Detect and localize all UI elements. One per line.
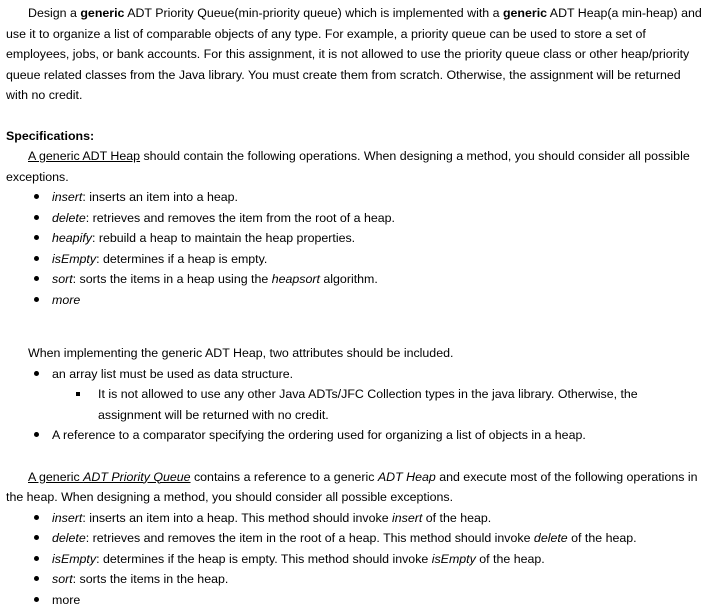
bullet-icon — [31, 508, 41, 529]
bullet-icon — [31, 569, 41, 590]
op-name: heapify — [52, 231, 92, 245]
op-tail: of the heap. — [422, 511, 491, 525]
attr-text: A reference to a comparator specifying the ordering used for organizing a list of objects in a heap. — [52, 428, 586, 442]
list-item — [6, 508, 702, 529]
op-emphasis: delete — [534, 531, 568, 545]
bullet-icon — [31, 249, 41, 270]
attributes-list — [6, 364, 702, 446]
specifications-heading: Specifications: — [6, 126, 702, 147]
op-name: sort — [52, 572, 73, 586]
bullet-icon — [31, 269, 41, 290]
op-name: more — [52, 293, 80, 307]
bullet-icon — [31, 364, 41, 385]
op-tail: algorithm. — [320, 272, 378, 286]
op-desc: : inserts an item into a heap. This method should invoke — [82, 511, 392, 525]
op-emphasis: insert — [392, 511, 422, 525]
list-item — [6, 269, 702, 290]
op-tail: of the heap. — [476, 552, 545, 566]
list-item — [6, 228, 702, 249]
op-name: isEmpty — [52, 252, 96, 266]
intro-bold-generic-2: generic — [503, 6, 547, 20]
bullet-icon — [31, 228, 41, 249]
op-desc: : retrieves and removes the item from the root of a heap. — [86, 211, 395, 225]
intro-paragraph — [6, 3, 702, 106]
heap-desc: should contain the following operations. When designing a method, you should consider all possible exceptions. — [6, 149, 690, 184]
list-item — [6, 549, 702, 570]
intro-bold-generic-1: generic — [80, 6, 124, 20]
op-name: delete — [52, 211, 86, 225]
op-desc: : rebuild a heap to maintain the heap properties. — [92, 231, 355, 245]
pq-link — [28, 470, 191, 484]
op-desc: : retrieves and removes the item in the root of a heap. This method should invoke — [86, 531, 534, 545]
list-item — [6, 290, 702, 311]
bullet-icon — [31, 528, 41, 549]
pq-link-italic: ADT Priority Queue — [83, 470, 190, 484]
list-item — [6, 208, 702, 229]
square-bullet-icon — [74, 384, 82, 405]
op-desc: : determines if the heap is empty. This method should invoke — [96, 552, 432, 566]
list-item — [6, 364, 702, 385]
op-desc: : sorts the items in the heap. — [73, 572, 229, 586]
op-name: insert — [52, 511, 82, 525]
list-item — [6, 528, 702, 549]
list-item — [6, 425, 702, 446]
bullet-icon — [31, 290, 41, 311]
list-item — [6, 249, 702, 270]
pq-intro-paragraph — [6, 467, 702, 508]
op-desc: : sorts the items in a heap using the — [73, 272, 272, 286]
heap-operations-list — [6, 187, 702, 310]
heap-link: A generic ADT Heap — [28, 149, 140, 163]
pq-desc-heap: ADT Heap — [378, 470, 436, 484]
op-tail: of the heap. — [568, 531, 637, 545]
bullet-icon — [31, 187, 41, 208]
document — [6, 3, 702, 610]
list-item — [6, 187, 702, 208]
attributes-intro: When implementing the generic ADT Heap, two attributes should be included. — [6, 343, 702, 364]
pq-desc-a: contains a reference to a generic — [191, 470, 378, 484]
bullet-icon — [31, 425, 41, 446]
op-emphasis: heapsort — [272, 272, 320, 286]
intro-text-2: ADT Priority Queue(min-priority queue) which is implemented with a — [124, 6, 503, 20]
op-more: more — [52, 593, 80, 607]
op-name: isEmpty — [52, 552, 96, 566]
sub-list-item — [6, 384, 702, 425]
intro-text-3: ADT Heap(a min-heap) and use it to organize a list of comparable objects of any type. For example, a priority queue can be used to store a set of employees, jobs, or bank accounts. For this assignment, it is not allowed to use the priority queue class or other heap/priority queue related classes from the Java library. You must create them from scratch. Otherwise, the assignment will be returned with no credit. — [6, 6, 702, 102]
op-desc: : determines if a heap is empty. — [96, 252, 267, 266]
attr-text: an array list must be used as data structure. — [52, 367, 293, 381]
bullet-icon — [31, 208, 41, 229]
bullet-icon — [31, 549, 41, 570]
op-name: insert — [52, 190, 82, 204]
pq-operations-list — [6, 508, 702, 610]
op-name: sort — [52, 272, 73, 286]
op-emphasis: isEmpty — [432, 552, 476, 566]
pq-link-text: A generic — [28, 470, 83, 484]
op-desc: : inserts an item into a heap. — [82, 190, 238, 204]
list-item — [6, 569, 702, 590]
op-name: delete — [52, 531, 86, 545]
attr-sub-text: It is not allowed to use any other Java ADTs/JFC Collection types in the java library. Otherwise, the assignment will be returned with no credit. — [98, 387, 638, 422]
intro-text-1: Design a — [28, 6, 80, 20]
heap-intro-paragraph — [6, 146, 702, 187]
pq-desc-c: and execute most of the following operations in the heap. When designing a method, you should consider all possible exceptions. — [6, 470, 698, 505]
